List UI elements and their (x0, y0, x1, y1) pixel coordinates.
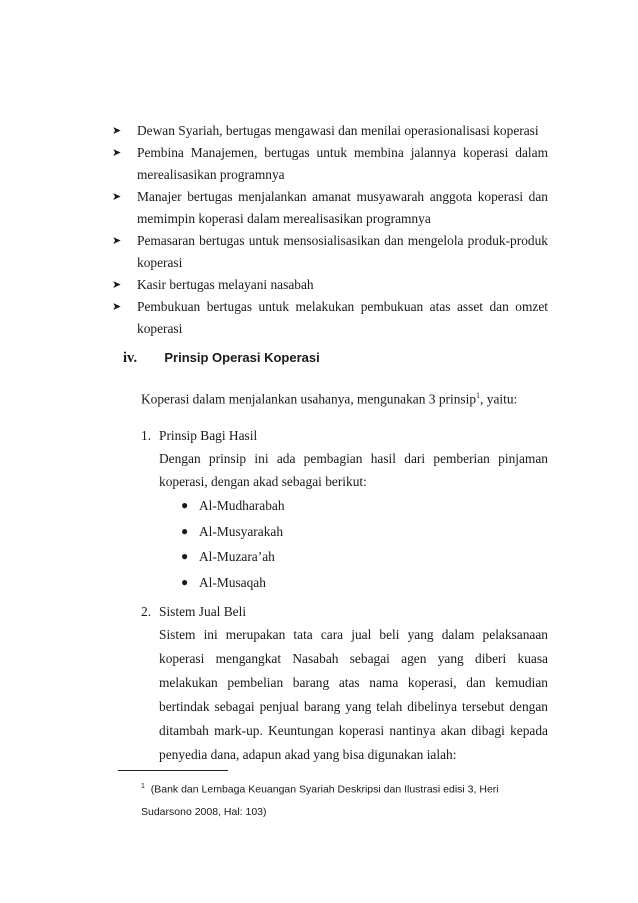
principle-title: Prinsip Bagi Hasil (159, 428, 258, 443)
list-item: ● Al-Musyarakah (181, 519, 548, 545)
arrowhead-bullet-icon: ➤ (112, 146, 122, 159)
principle-body: Dengan prinsip ini ada pembagian hasil dari pemberian pinjaman koperasi, dengan akad sebagai berikut: (159, 451, 548, 489)
filled-circle-bullet-icon: ● (181, 498, 189, 512)
akad-list (141, 493, 548, 595)
footnote-text: (Bank dan Lembaga Keuangan Syariah Deskripsi dan Ilustrasi edisi 3, Heri Sudarsono 2008, Hal: 103) (141, 783, 499, 818)
arrowhead-bullet-icon: ➤ (112, 234, 122, 247)
list-item: ➤ Manajer bertugas menjalankan amanat musyawarah anggota koperasi dan memimpin koperasi dalam merealisasikan programnya (112, 186, 548, 230)
section-number: iv. (123, 350, 138, 366)
list-item: ➤ Pemasaran bertugas untuk mensosialisasikan dan mengelola produk-produk koperasi (112, 230, 548, 274)
filled-circle-bullet-icon: ● (181, 549, 189, 563)
arrowhead-bullet-icon: ➤ (112, 278, 122, 291)
footnote (141, 776, 551, 823)
list-item: ➤ Dewan Syariah, bertugas mengawasi dan menilai operasionalisasi koperasi (112, 120, 548, 142)
section-title: Prinsip Operasi Koperasi (164, 350, 320, 365)
arrowhead-bullet-icon: ➤ (112, 124, 122, 137)
list-item: ➤ Kasir bertugas melayani nasabah (112, 274, 548, 296)
principle-1 (141, 424, 548, 595)
principle-title: Sistem Jual Beli (159, 604, 247, 619)
principle-2 (141, 600, 548, 767)
section-heading (123, 350, 320, 367)
principle-heading (141, 424, 548, 447)
intro-paragraph: Koperasi dalam menjalankan usahanya, mengunakan 3 prinsip$^1$, yaitu: (141, 391, 518, 407)
footnote-separator (118, 770, 228, 771)
principle-number: 2. (141, 604, 152, 619)
filled-circle-bullet-icon: ● (181, 523, 189, 538)
list-item: ➤ Pembukuan bertugas untuk melakukan pembukuan atas asset dan omzet koperasi (112, 296, 548, 340)
list-item: ● Al-Mudharabah (181, 493, 548, 519)
principle-heading (141, 600, 548, 623)
roles-list (112, 120, 548, 340)
list-item: ➤ Pembina Manajemen, bertugas untuk membina jalannya koperasi dalam merealisasikan programnya (112, 142, 548, 186)
list-item: ● Al-Muzara’ah (181, 544, 548, 570)
principle-number: 1. (141, 428, 152, 443)
arrowhead-bullet-icon: ➤ (112, 190, 122, 203)
footnote-ref: 1 (476, 391, 481, 400)
footnote-number: 1 (141, 783, 145, 790)
principle-body: Sistem ini merupakan tata cara jual beli yang dalam pelaksanaan koperasi mengangkat Nasabah sebagai agen yang diberi kuasa melakukan pembelian barang atas nama koperasi, dan kemudian bertindak sebagai penjual barang yang telah dibelinya tersebut dengan ditambah mark-up. Keuntungan koperasi nantinya akan dibagi kepada penyedia dana, adapun akad yang bisa digunakan ialah: (159, 627, 548, 762)
filled-circle-bullet-icon: ● (181, 574, 189, 589)
list-item: ● Al-Musaqah (181, 570, 548, 596)
arrowhead-bullet-icon: ➤ (112, 300, 122, 313)
